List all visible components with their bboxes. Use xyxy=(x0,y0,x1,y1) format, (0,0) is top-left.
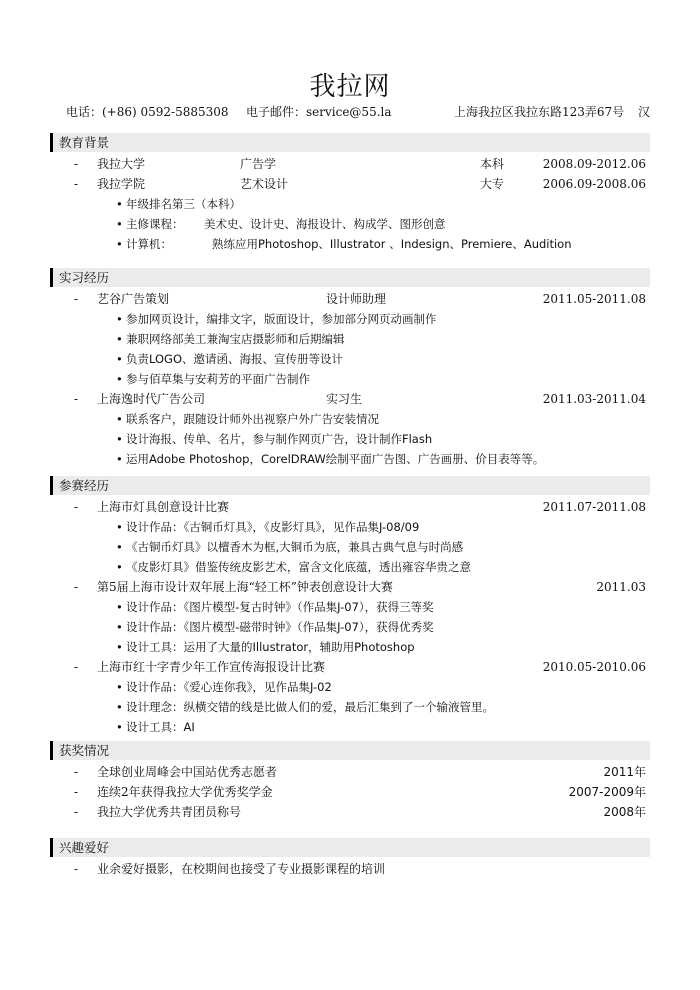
bullet-text: 设计作品：《图片模型-复古时钟》（作品集J-07），获得三等奖 xyxy=(126,600,434,614)
school-name: 我拉大学 xyxy=(97,157,146,171)
competition-name: 第5届上海市设计双年展上海“轻工杯”钟表创意设计大赛 xyxy=(97,580,393,594)
date-range: 2011.03-2011.04 xyxy=(542,392,646,406)
bullet-marker: • xyxy=(116,352,123,366)
bullet-marker: • xyxy=(116,432,123,446)
job-role: 设计师助理 xyxy=(326,292,387,306)
award-date: 2008年 xyxy=(603,805,646,819)
list-item xyxy=(50,637,650,657)
competition-row xyxy=(50,577,650,597)
section-title: 实习经历 xyxy=(50,268,650,287)
bullet-text: 参与佰草集与安莉芳的平面广告制作 xyxy=(126,372,310,386)
bullet-text: 设计作品：《图片模型-磁带时钟》（作品集J-07），获得优秀奖 xyxy=(126,620,434,634)
internship-section xyxy=(50,268,650,469)
competition-row xyxy=(50,497,650,517)
bullet-marker: • xyxy=(116,312,123,326)
bullet-marker: • xyxy=(116,600,123,614)
list-item xyxy=(50,557,650,577)
bullet-label: 主修课程： xyxy=(126,217,184,231)
award-name: 全球创业周峰会中国站优秀志愿者 xyxy=(97,765,278,779)
email-text: 电子邮件：service@55.la xyxy=(246,105,392,119)
job-role: 实习生 xyxy=(326,392,363,406)
bullet-marker: • xyxy=(116,520,123,534)
dash-marker: - xyxy=(74,392,79,406)
bullet-text: 设计理念：纵横交错的线是比做人们的爱，最后汇集到了一个输液管里。 xyxy=(126,700,494,714)
company-name: 上海逸时代广告公司 xyxy=(97,392,206,406)
job-row xyxy=(50,289,650,309)
bullet-marker: • xyxy=(116,452,123,466)
date-range: 2010.05-2010.06 xyxy=(542,660,646,674)
bullet-label: 计算机： xyxy=(126,237,172,251)
competition-row xyxy=(50,657,650,677)
education-row xyxy=(50,174,650,194)
date-range: 2006.09-2008.06 xyxy=(542,177,646,191)
bullet-text: 设计作品：《爱心连你我》，见作品集J-02 xyxy=(126,680,332,694)
address-text: 上海我拉区我拉东路123弄67号 xyxy=(454,105,625,119)
list-item xyxy=(50,369,650,389)
dash-marker: - xyxy=(74,500,79,514)
contact-bar xyxy=(66,103,650,119)
resume-name: 我拉网 xyxy=(309,72,391,102)
bullet-text: 熟练应用Photoshop、Illustrator 、Indesign、Premiere、Audition xyxy=(212,237,572,251)
bullet-marker: • xyxy=(116,700,123,714)
section-title: 兴趣爱好 xyxy=(50,838,650,857)
list-item xyxy=(50,537,650,557)
major-name: 广告学 xyxy=(240,157,277,171)
phone-text: 电话：(+86) 0592-5885308 xyxy=(66,105,229,119)
section-title: 参赛经历 xyxy=(50,476,650,495)
bullet-marker: • xyxy=(116,197,123,211)
ethnicity-text: 汉 xyxy=(637,105,650,119)
hobbies-section xyxy=(50,838,650,879)
award-row xyxy=(50,762,650,782)
bullet-marker: • xyxy=(116,620,123,634)
dash-marker: - xyxy=(74,785,79,799)
dash-marker: - xyxy=(74,765,79,779)
list-item xyxy=(50,517,650,537)
bullet-text: 设计海报、传单、名片，参与制作网页广告，设计制作Flash xyxy=(126,432,433,446)
dash-marker: - xyxy=(74,862,79,876)
list-item xyxy=(50,717,650,737)
bullet-marker: • xyxy=(116,372,123,386)
hobby-text: 业余爱好摄影，在校期间也接受了专业摄影课程的培训 xyxy=(97,862,386,876)
list-item xyxy=(50,429,650,449)
bullet-marker: • xyxy=(116,217,123,231)
date-range: 2008.09-2012.06 xyxy=(542,157,646,171)
bullet-text: 负责LOGO、邀请函、海报、宣传册等设计 xyxy=(126,352,344,366)
bullet-text: 运用Adobe Photoshop，CorelDRAW绘制平面广告图、广告画册、价目表等等。 xyxy=(126,452,545,466)
bullet-marker: • xyxy=(116,680,123,694)
list-item xyxy=(50,409,650,429)
dash-marker: - xyxy=(74,157,79,171)
dash-marker: - xyxy=(74,660,79,674)
list-item xyxy=(50,309,650,329)
awards-section xyxy=(50,741,650,822)
dash-marker: - xyxy=(74,580,79,594)
dash-marker: - xyxy=(74,292,79,306)
list-item xyxy=(50,449,650,469)
degree-name: 大专 xyxy=(480,177,505,191)
list-item xyxy=(50,194,650,214)
bullet-text: 参加网页设计，编排文字，版面设计，参加部分网页动画制作 xyxy=(126,312,437,326)
award-date: 2011年 xyxy=(603,765,646,779)
award-row xyxy=(50,782,650,802)
list-item xyxy=(50,677,650,697)
bullet-marker: • xyxy=(116,540,123,554)
school-name: 我拉学院 xyxy=(97,177,146,191)
bullet-text: 设计工具：运用了大量的Illustrator，辅助用Photoshop xyxy=(126,640,415,654)
education-row xyxy=(50,154,650,174)
company-name: 艺谷广告策划 xyxy=(97,292,170,306)
date-range: 2011.03 xyxy=(596,580,646,594)
date-range: 2011.05-2011.08 xyxy=(542,292,646,306)
bullet-text: 《皮影灯具》借鉴传统皮影艺术，富含文化底蕴，透出雍容华贵之意 xyxy=(126,560,471,574)
award-name: 我拉大学优秀共青团员称号 xyxy=(97,805,242,819)
bullet-text: 联系客户，跟随设计师外出视察户外广告安装情况 xyxy=(126,412,379,426)
dash-marker: - xyxy=(74,805,79,819)
bullet-text: 《古铜币灯具》以檀香木为框,大铜币为底，兼具古典气息与时尚感 xyxy=(126,540,464,554)
list-item xyxy=(50,597,650,617)
list-item xyxy=(50,329,650,349)
job-row xyxy=(50,389,650,409)
degree-name: 本科 xyxy=(480,157,505,171)
bullet-text: 美术史、设计史、海报设计、构成学、图形创意 xyxy=(204,217,446,231)
bullet-text: 设计工具：AI xyxy=(126,720,195,734)
section-title: 获奖情况 xyxy=(50,741,650,760)
education-section xyxy=(50,133,650,254)
list-item xyxy=(50,214,650,234)
hobby-row xyxy=(50,859,650,879)
list-item xyxy=(50,349,650,369)
bullet-text: 设计作品：《古铜币灯具》，《皮影灯具》，见作品集J-08/09 xyxy=(126,520,420,534)
bullet-text: 兼职网络部美工兼淘宝店摄影师和后期编辑 xyxy=(126,332,345,346)
date-range: 2011.07-2011.08 xyxy=(542,500,646,514)
competitions-section xyxy=(50,476,650,737)
award-name: 连续2年获得我拉大学优秀奖学金 xyxy=(97,785,273,799)
major-name: 艺术设计 xyxy=(240,177,289,191)
list-item xyxy=(50,697,650,717)
list-item xyxy=(50,617,650,637)
bullet-marker: • xyxy=(116,332,123,346)
award-date: 2007-2009年 xyxy=(568,785,646,799)
competition-name: 上海市灯具创意设计比赛 xyxy=(97,500,230,514)
dash-marker: - xyxy=(74,177,79,191)
list-item xyxy=(50,234,650,254)
section-title: 教育背景 xyxy=(50,133,650,152)
bullet-marker: • xyxy=(116,560,123,574)
bullet-marker: • xyxy=(116,720,123,734)
bullet-marker: • xyxy=(116,640,123,654)
bullet-text: 年级排名第三（本科） xyxy=(126,197,241,211)
award-row xyxy=(50,802,650,822)
bullet-marker: • xyxy=(116,237,123,251)
competition-name: 上海市红十字青少年工作宣传海报设计比赛 xyxy=(97,660,326,674)
bullet-marker: • xyxy=(116,412,123,426)
